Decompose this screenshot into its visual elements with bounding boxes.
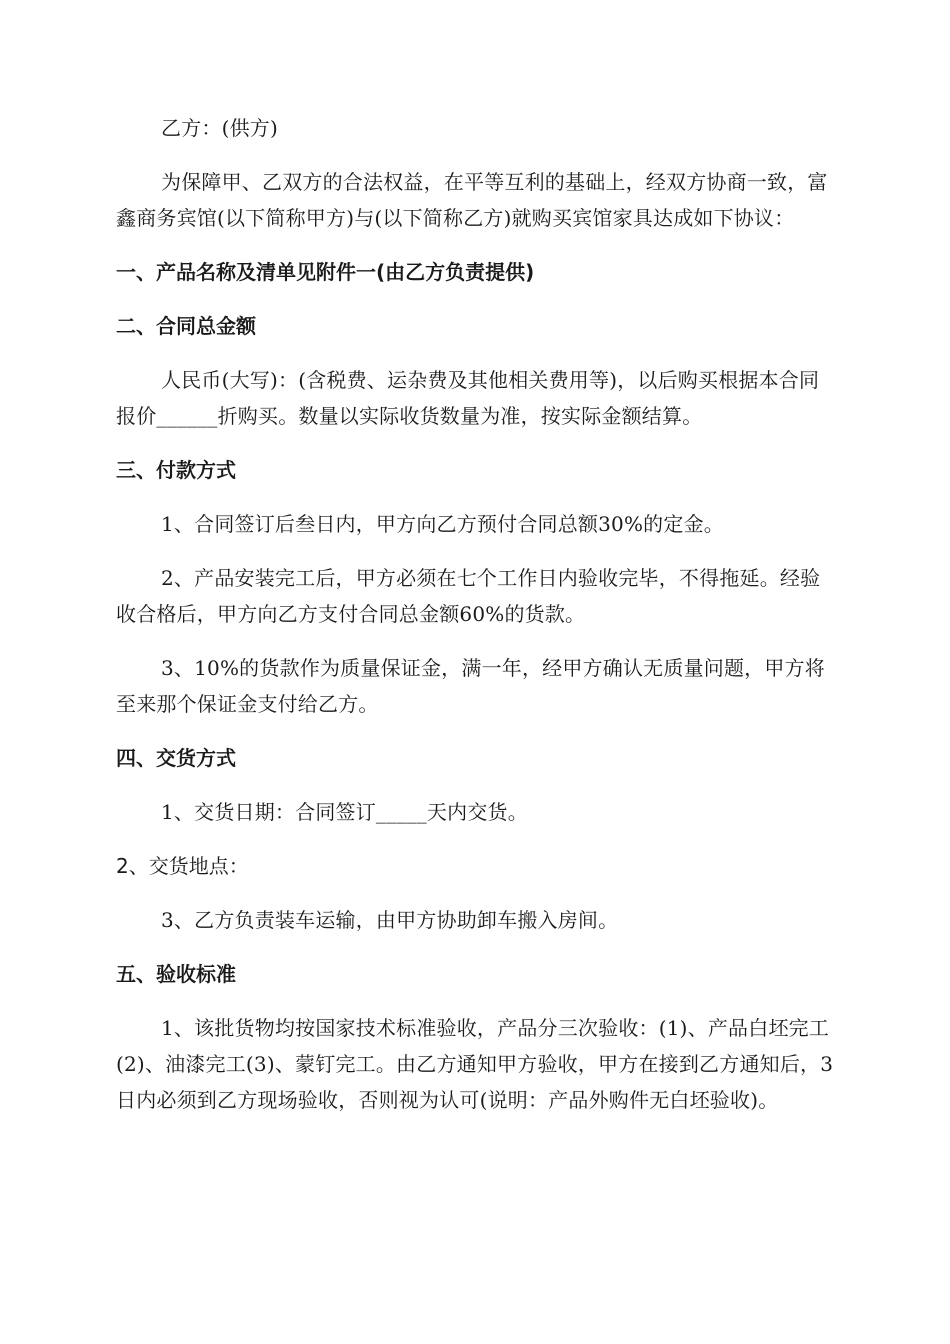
section-3-item-3: 3、10%的货款作为质量保证金，满一年，经甲方确认无质量问题，甲方将至来那个保证金支付给乙方。 (116, 656, 825, 716)
section-2-heading: 二、合同总金额 (116, 314, 256, 338)
section-3-item-1: 1、合同签订后叁日内，甲方向乙方预付合同总额30%的定金。 (161, 512, 724, 536)
section-4-item-1: 1、交货日期：合同签订_____天内交货。 (161, 800, 528, 824)
section-4-item-3: 3、乙方负责装车运输，由甲方协助卸车搬入房间。 (161, 908, 619, 932)
section-5-heading: 五、验收标准 (116, 962, 236, 986)
document-body (116, 110, 836, 1136)
section-3-heading: 三、付款方式 (116, 458, 236, 482)
section-3-item-2: 2、产品安装完工后，甲方必须在七个工作日内验收完毕，不得拖延。经验收合格后，甲方向乙方支付合同总金额60%的货款。 (116, 566, 821, 626)
section-4-heading: 四、交货方式 (116, 746, 236, 770)
section-1-heading: 一、产品名称及清单见附件一(由乙方负责提供) (116, 260, 535, 284)
intro-paragraph: 为保障甲、乙双方的合法权益，在平等互利的基础上，经双方协商一致，富鑫商务宾馆(以下简称甲方)与(以下简称乙方)就购买宾馆家具达成如下协议： (116, 170, 828, 230)
section-4-item-2: 2、交货地点： (116, 854, 249, 878)
section-2-paragraph: 人民币(大写)：(含税费、运杂费及其他相关费用等)，以后购买根据本合同报价______折购买。数量以实际收货数量为准，按实际金额结算。 (116, 368, 820, 428)
party-b-line: 乙方：(供方) (161, 116, 279, 140)
section-5-item-1: 1、该批货物均按国家技术标准验收，产品分三次验收：(1)、产品白坯完工(2)、油漆完工(3)、蒙钉完工。由乙方通知甲方验收，甲方在接到乙方通知后，3日内必须到乙方现场验收，否则视为认可(说明：产品外购件无白坯验收)。 (116, 1016, 834, 1112)
